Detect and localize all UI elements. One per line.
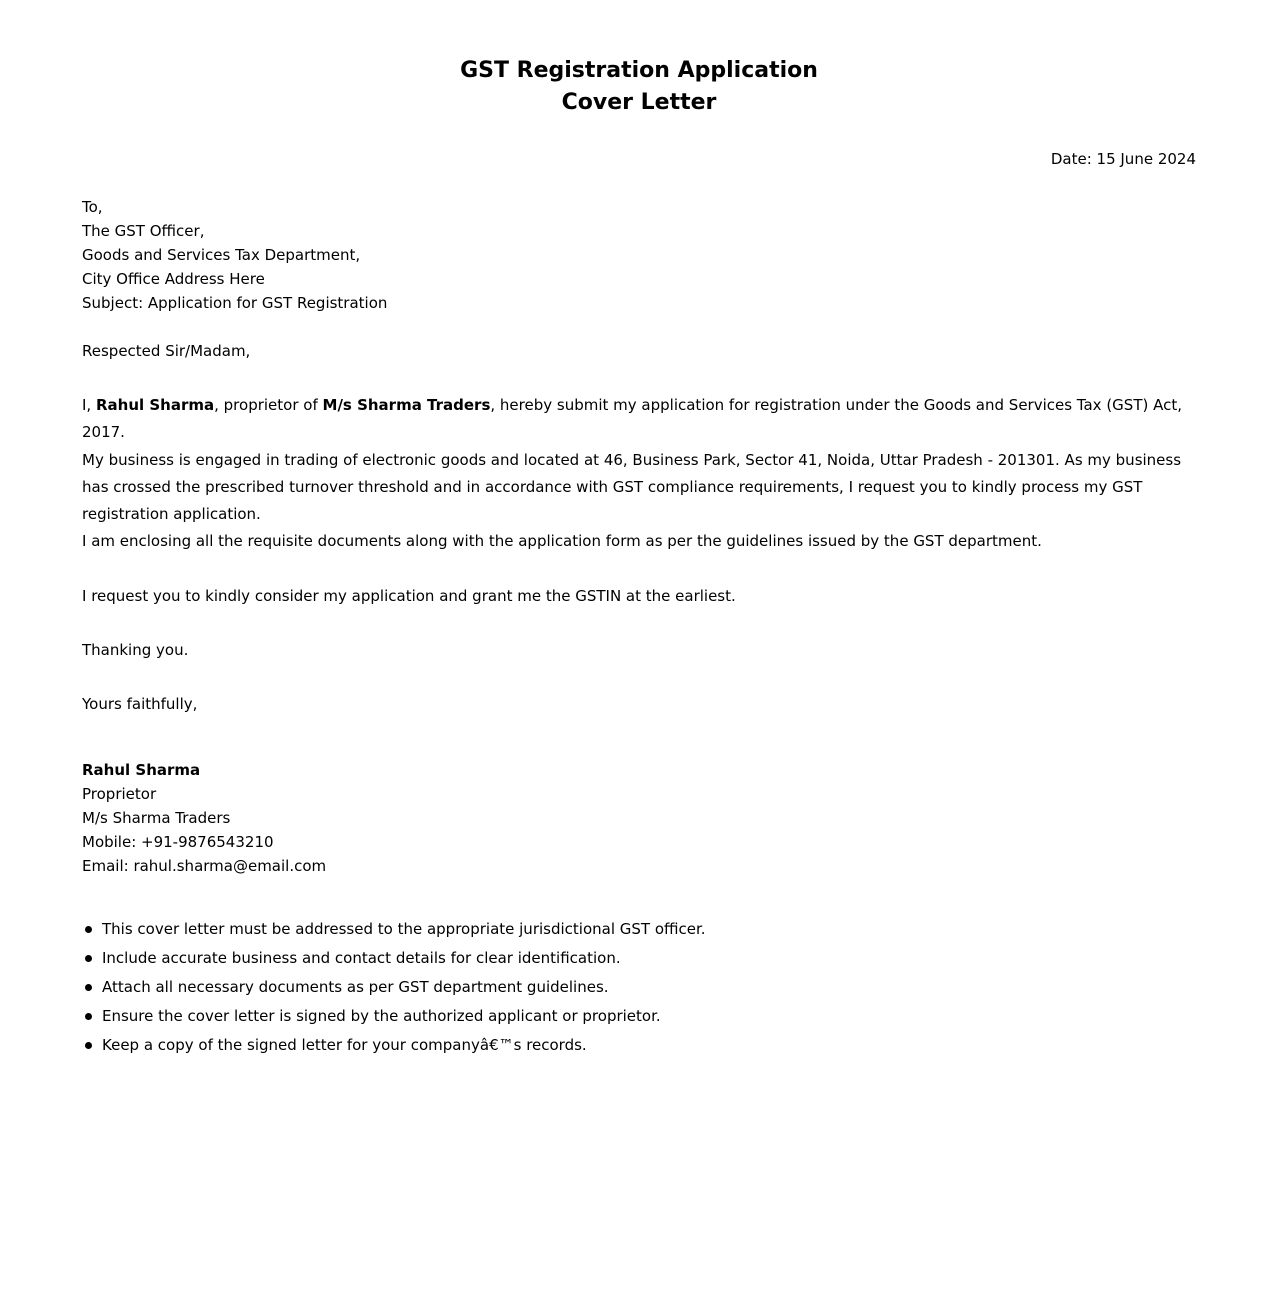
signatory-email: Email: rahul.sharma@email.com bbox=[82, 857, 327, 875]
p1-suffix: , hereby submit my application for registration under the Goods and Services Tax (GST) Act, 2017. bbox=[82, 396, 1183, 441]
note-text: Ensure the cover letter is signed by the authorized applicant or proprietor. bbox=[102, 1007, 661, 1025]
salutation: Respected Sir/Madam, bbox=[82, 342, 251, 360]
body-paragraph-2: My business is engaged in trading of electronic goods and located at 46, Business Park, Sector 41, Noida, Uttar Pradesh - 201301. As my business has crossed the prescribed turnover threshold and in accordance with GST compliance requirements, I request you to kindly process my GST registration application. bbox=[82, 451, 1182, 523]
note-item bbox=[82, 1002, 1196, 1031]
applicant-name: Rahul Sharma bbox=[95, 396, 215, 414]
bullet-icon bbox=[85, 926, 92, 933]
note-item bbox=[82, 944, 1196, 973]
body-paragraph-3: I am enclosing all the requisite documents along with the application form as per the guidelines issued by the GST department. bbox=[82, 532, 1042, 550]
letter-date: Date: 15 June 2024 bbox=[1050, 150, 1196, 168]
body-paragraph-1 bbox=[82, 392, 1196, 446]
document-title bbox=[0, 55, 1278, 119]
title-line-2: Cover Letter bbox=[561, 90, 717, 115]
signatory-designation: Proprietor bbox=[82, 785, 157, 803]
bullet-icon bbox=[85, 984, 92, 991]
signatory-name bbox=[82, 758, 1196, 782]
closing-thanks: Thanking you. bbox=[82, 641, 189, 659]
note-text: Attach all necessary documents as per GST department guidelines. bbox=[102, 978, 609, 996]
signatory-mobile: Mobile: +91-9876543210 bbox=[82, 833, 274, 851]
recipient-department: Goods and Services Tax Department, bbox=[82, 246, 361, 264]
note-item bbox=[82, 973, 1196, 1002]
closing-valediction: Yours faithfully, bbox=[82, 695, 198, 713]
note-text: This cover letter must be addressed to the appropriate jurisdictional GST officer. bbox=[102, 920, 706, 938]
recipient-block bbox=[82, 195, 1196, 315]
bullet-icon bbox=[85, 1042, 92, 1049]
note-text: Keep a copy of the signed letter for your companyâ€™s records. bbox=[102, 1036, 587, 1054]
bullet-icon bbox=[85, 955, 92, 962]
business-name: M/s Sharma Traders bbox=[322, 396, 491, 414]
note-text: Include accurate business and contact details for clear identification. bbox=[102, 949, 621, 967]
letter-subject: Subject: Application for GST Registration bbox=[82, 294, 388, 312]
notes-list bbox=[82, 915, 1196, 1060]
bullet-icon bbox=[85, 1013, 92, 1020]
signatory-business: M/s Sharma Traders bbox=[82, 809, 231, 827]
recipient-officer: The GST Officer, bbox=[82, 222, 205, 240]
title-line-1: GST Registration Application bbox=[460, 58, 818, 83]
recipient-to: To, bbox=[82, 198, 103, 216]
body-paragraph-4: I request you to kindly consider my application and grant me the GSTIN at the earliest. bbox=[82, 587, 736, 605]
signatory-name-text: Rahul Sharma bbox=[82, 761, 201, 779]
note-item bbox=[82, 1031, 1196, 1060]
p1-middle: , proprietor of bbox=[214, 396, 323, 414]
p1-prefix: I, bbox=[82, 396, 96, 414]
signature-block bbox=[82, 758, 1196, 878]
recipient-address: City Office Address Here bbox=[82, 270, 265, 288]
note-item bbox=[82, 915, 1196, 944]
